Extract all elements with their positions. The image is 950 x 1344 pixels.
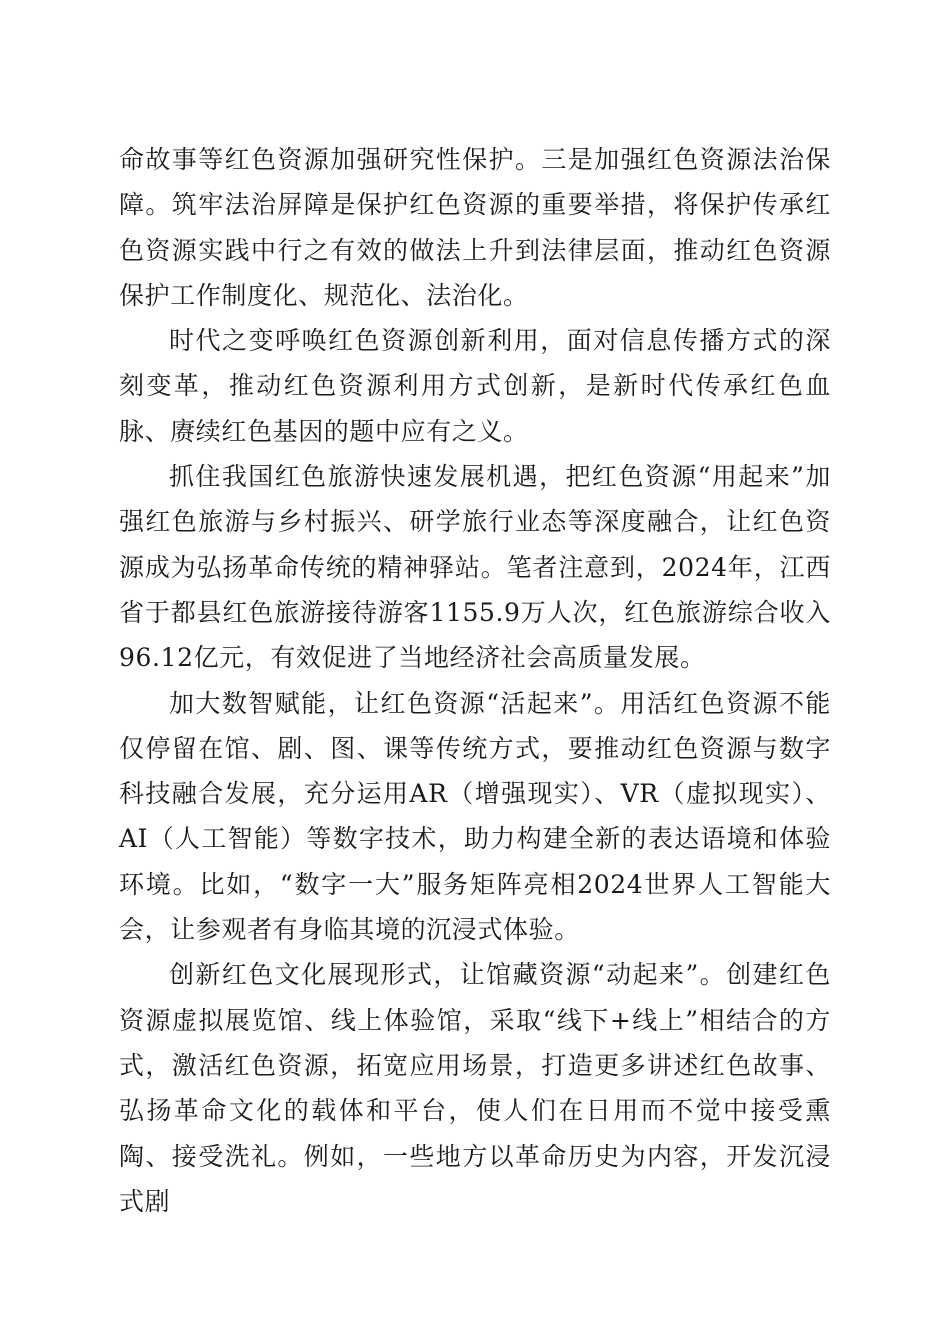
document-page <box>119 137 831 1224</box>
paragraph-1: 命故事等红色资源加强研究性保护。三是加强红色资源法治保障。筑牢法治屏障是保护红色资源的重要举措，将保护传承红色资源实践中行之有效的做法上升到法律层面，推动红色资源保护工作制度化、规范化、法治化。 <box>119 145 831 310</box>
paragraph-4: 加大数智赋能，让红色资源“活起来”。用活红色资源不能仅停留在馆、剧、图、课等传统方式，要推动红色资源与数字科技融合发展，充分运用AR（增强现实）、VR（虚拟现实）、AI（人工智能）等数字技术，助力构建全新的表达语境和体验环境。比如，“数字一大”服务矩阵亮相2024世界人工智能大会，让参观者有身临其境的沉浸式体验。 <box>119 688 831 945</box>
paragraph-2: 时代之变呼唤红色资源创新利用，面对信息传播方式的深刻变革，推动红色资源利用方式创新，是新时代传承红色血脉、赓续红色基因的题中应有之义。 <box>119 326 831 446</box>
paragraph-5: 创新红色文化展现形式，让馆藏资源“动起来”。创建红色资源虚拟展览馆、线上体验馆，采取“线下+线上”相结合的方式，激活红色资源，拓宽应用场景，打造更多讲述红色故事、弘扬革命文化的载体和平台，使人们在日用而不觉中接受熏陶、接受洗礼。例如，一些地方以革命历史为内容，开发沉浸式剧 <box>119 960 831 1216</box>
paragraph-3: 抓住我国红色旅游快速发展机遇，把红色资源“用起来”加强红色旅游与乡村振兴、研学旅行业态等深度融合，让红色资源成为弘扬革命传统的精神驿站。笔者注意到，2024年，江西省于都县红色旅游接待游客1155.9万人次，红色旅游综合收入96.12亿元，有效促进了当地经济社会高质量发展。 <box>119 462 831 673</box>
